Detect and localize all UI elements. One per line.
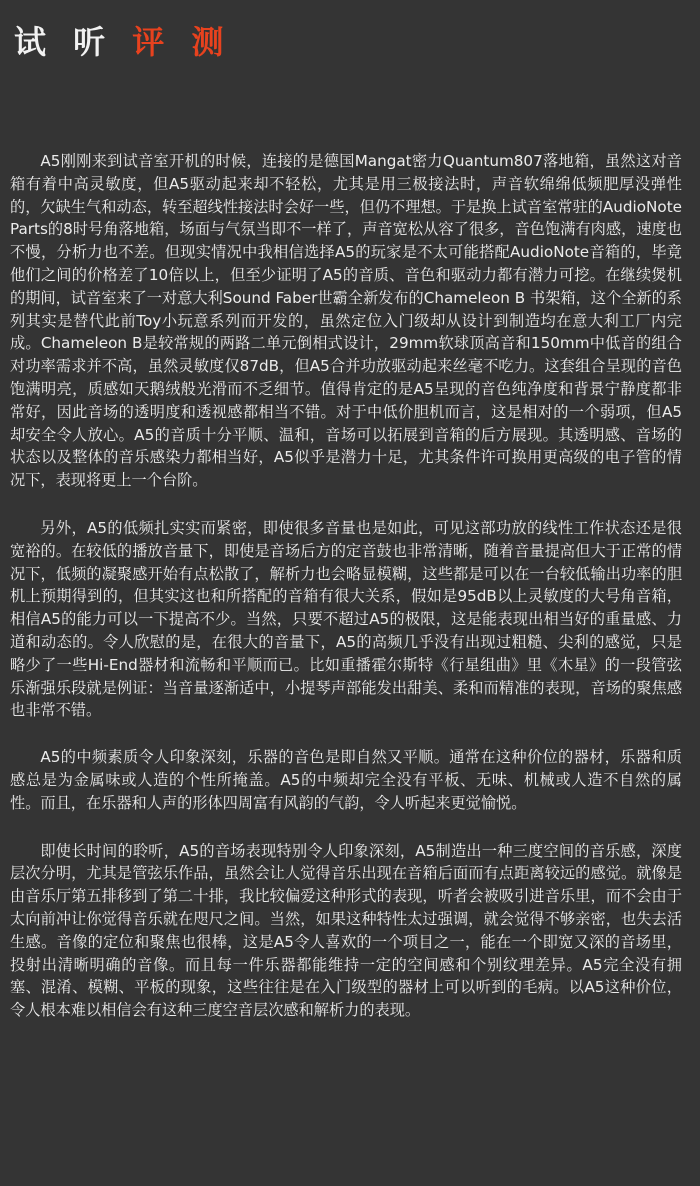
section-title-part1: 试 听 bbox=[14, 23, 114, 61]
article-paragraph: 即使长时间的聆听，A5的音场表现特别令人印象深刻，A5制造出一种三度空间的音乐感，深度层次分明，尤其是管弦乐作品，虽然会让人觉得音乐出现在音箱后面而有点距离较远的感觉。就像是由音乐厅第五排移到了第二十排，我比较偏爱这种形式的表现，听者会被吸引进音乐里，而不会由于太向前冲让你觉得音乐就在咫尺之间。当然，如果这种特性太过强调，就会觉得不够亲密，也失去活生感。音像的定位和聚焦也很棒，这是A5令人喜欢的一个项目之一，能在一个即宽又深的音场里，投射出清晰明确的音像。而且每一件乐器都能维持一定的空间感和个别纹理差异。A5完全没有拥塞、混淆、模糊、平板的现象，这些往往是在入门级型的器材上可以听到的毛病。以A5这种价位，令人根本难以相信会有这种三度空音层次感和解析力的表现。 bbox=[10, 841, 682, 1020]
article-paragraph: A5刚刚来到试音室开机的时候，连接的是德国Mangat密力Quantum807落地箱，虽然这对音箱有着中高灵敏度，但A5驱动起来却不轻松，尤其是用三极接法时，声音软绵绵低频肥厚没弹性的，欠缺生气和动态，转至超线性接法时会好一些，但仍不理想。于是换上试音室常驻的AudioNote Parts的8时号角落地箱，场面与气氛当即不一样了，声音宽松从容了很多，音色饱满有肉感，速度也不慢，分析力也不差。但现实情况中我相信选择A5的玩家是不太可能搭配AudioNote音箱的，毕竟他们之间的价格差了10倍以上，但至少证明了A5的音质、音色和驱动力都有潜力可挖。在继续煲机的期间，试音室来了一对意大利Sound Faber世霸全新发布的Chameleon B 书架箱，这个全新的系列其实是替代此前Toy小玩意系列而开发的，虽然定位入门级却从设计到制造均在意大利工厂内完成。Chameleon B是较常规的两路二单元倒相式设计，29mm软球顶高音和150mm中低音的组合对功率需求并不高，虽然灵敏度仅87dB，但A5合并功放驱动起来丝毫不吃力。这套组合呈现的音色饱满明亮，质感如天鹅绒般光滑而不乏细节。值得肯定的是A5呈现的音色纯净度和背景宁静度都非常好，因此音场的透明度和透视感都相当不错。对于中低价胆机而言，这是相对的一个弱项，但A5却安全令人放心。A5的音质十分平顺、温和，音场可以拓展到音箱的后方展现。其透明感、音场的状态以及整体的音乐感染力都相当好，A5似乎是潜力十足，尤其条件许可换用更高级的电子管的情况下，表现将更上一个台阶。 bbox=[10, 152, 682, 490]
article-paragraph: 另外，A5的低频扎实实而紧密，即使很多音量也是如此，可见这部功放的线性工作状态还是很宽裕的。在较低的播放音量下，即使是音场后方的定音鼓也非常清晰，随着音量提高但大于正常的情况下，低频的凝聚感开始有点松散了，解析力也会略显模糊，这些都是可以在一台较低输出功率的胆机上预期得到的，但其实这也和所搭配的音箱有很大关系，假如是95dB以上灵敏度的大号角音箱，相信A5的能力可以一下提高不少。当然，只要不超过A5的极限，这是能表现出相当好的重量感、力道和动态的。令人欣慰的是，在很大的音量下，A5的高频几乎没有出现过粗糙、尖利的感觉，只是略少了一些Hi-End器材和流畅和平顺而已。比如重播霍尔斯特《行星组曲》里《木星》的一段管弦乐渐强乐段就是例证：当音量逐渐适中，小提琴声部能发出甜美、柔和而精准的表现，音场的聚焦感也非常不错。 bbox=[10, 518, 682, 720]
section-title bbox=[14, 20, 231, 64]
article-paragraph: A5的中频素质令人印象深刻，乐器的音色是即自然又平顺。通常在这种价位的器材，乐器和质感总是为金属味或人造的个性所掩盖。A5的中频却完全没有平板、无味、机械或人造不自然的属性。而且，在乐器和人声的形体四周富有风韵的气韵，令人听起来更觉愉悦。 bbox=[10, 748, 682, 812]
section-title-part2: 评 测 bbox=[132, 23, 232, 61]
review-article bbox=[10, 150, 682, 1022]
